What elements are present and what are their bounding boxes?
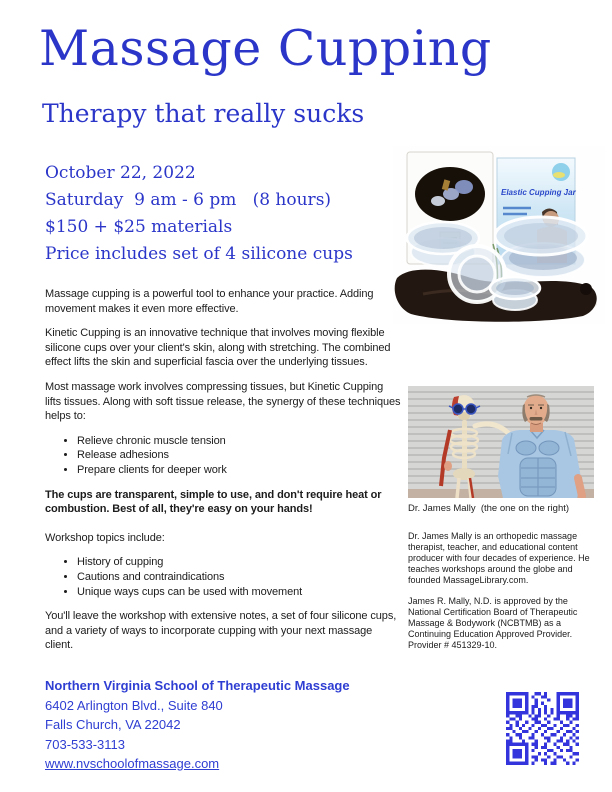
closing-paragraph: You'll leave the workshop with extensive notes, a set of four silicone cups, and a variety of ways to incorporate cupping with your next massage client.	[45, 610, 397, 652]
page-subtitle: Therapy that really sucks	[42, 99, 365, 128]
contact-block	[45, 676, 350, 774]
workshop-topics-intro: Workshop topics include:	[45, 531, 165, 544]
kinetic-cupping-paragraph: Kinetic Cupping is an innovative technique that involves moving flexible silicone cups over your client's skin, along with stretching. The combined effect lifts the skin and superficial fascia over the underlying tissues.	[45, 327, 391, 369]
event-details	[45, 160, 353, 268]
event-price-note: Price includes set of 4 silicone cups	[45, 244, 353, 264]
benefit-item: • Release adhesions	[77, 448, 401, 463]
event-date: October 22, 2022	[45, 163, 196, 183]
credentials-paragraph: James R. Mally, N.D. is approved by the National Certification Board of Therapeutic Massage & Bodywork (NCBTMB) as a Continuing Education Approved Provider. Provider # 451329-10.	[408, 596, 578, 650]
cupping-set-photo	[393, 146, 605, 324]
bio-paragraph: Dr. James Mally is an orthopedic massage therapist, teacher, and educational content producer with four decades of experience. He teaches workshops around the globe and founded MassageLibrary.com.	[408, 531, 590, 585]
benefit-item: • Prepare clients for deeper work	[77, 463, 401, 478]
intro-paragraph: Massage cupping is a powerful tool to enhance your practice. Adding movement makes it even more effective.	[45, 288, 374, 315]
synergy-paragraph: Most massage work involves compressing tissues, but Kinetic Cupping lifts tissues. Along with soft tissue release, the synergy of these techniques helps to:	[45, 380, 401, 423]
booklet-title: Elastic Cupping Jar	[501, 188, 576, 197]
cups-bold-note: The cups are transparent, simple to use, and don't require heat or combustion. Best of all, they're easy on your hands!	[45, 488, 382, 516]
instructor-bio	[408, 531, 602, 661]
instructor-photo	[408, 386, 594, 498]
page-title: Massage Cupping	[39, 20, 492, 77]
topic-item: • Unique ways cups can be used with movement	[77, 585, 401, 600]
event-schedule: Saturday 9 am - 6 pm (8 hours)	[45, 190, 332, 210]
website-link[interactable]: www.nvschoolofmassage.com	[45, 756, 220, 771]
benefit-item: • Relieve chronic muscle tension	[77, 434, 401, 449]
address-line2: Falls Church, VA 22042	[45, 717, 181, 732]
phone-number: 703-533-3113	[45, 736, 125, 752]
qr-code	[503, 689, 582, 768]
benefits-list	[45, 434, 401, 478]
topic-item: • Cautions and contraindications	[77, 570, 401, 585]
topics-list	[45, 555, 401, 599]
event-price: $150 + $25 materials	[45, 217, 233, 237]
body-copy	[45, 287, 401, 663]
school-name: Northern Virginia School of Therapeutic Massage	[45, 678, 350, 693]
topic-item: • History of cupping	[77, 555, 401, 570]
instructor-photo-caption: Dr. James Mally (the one on the right)	[408, 503, 570, 514]
address-line1: 6402 Arlington Blvd., Suite 840	[45, 697, 223, 713]
